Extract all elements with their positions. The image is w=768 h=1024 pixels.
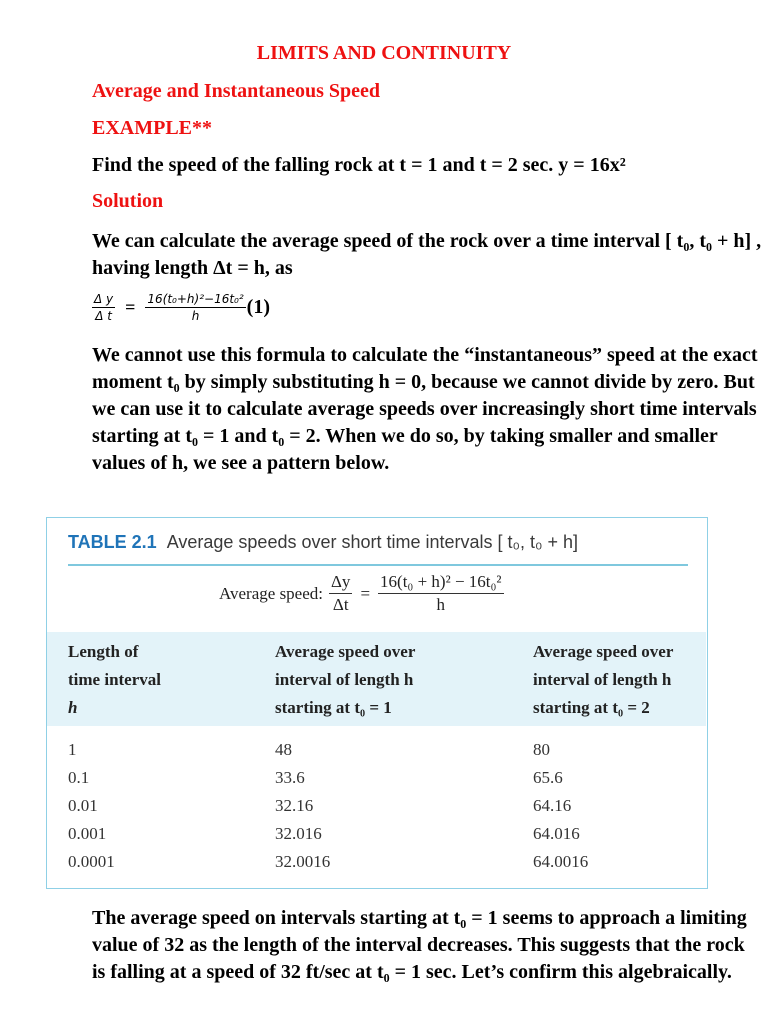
- avg-lhs-fraction: [329, 572, 352, 615]
- column-header-speed-t1: Average speed over interval of length h starting at t₀ = 1: [275, 642, 416, 717]
- average-speed-formula: [92, 292, 270, 323]
- table-number: TABLE 2.1: [68, 532, 157, 552]
- avg-equals: =: [360, 583, 371, 603]
- table-cell: 64.016: [533, 824, 580, 843]
- table-cell: 0.0001: [68, 852, 115, 871]
- rhs-numerator: 16(t₀+h)²−16t₀²: [147, 292, 244, 306]
- avg-delta-t: Δt: [332, 595, 349, 614]
- equation-number: (1): [246, 296, 270, 318]
- table-title: [68, 532, 578, 553]
- avg-rhs-denominator: h: [436, 595, 446, 614]
- avg-speed-label: Average speed:: [219, 583, 323, 603]
- table-cell: 32.16: [275, 796, 314, 815]
- table-cell: 0.001: [68, 824, 107, 843]
- equals-sign: =: [125, 297, 136, 317]
- table-average-speeds: [46, 517, 708, 889]
- table-cell: 33.6: [275, 768, 305, 787]
- rhs-fraction: [145, 292, 245, 323]
- problem-statement: Find the speed of the falling rock at t = 1 and t = 2 sec. y = 16x²: [92, 154, 626, 176]
- column-header-speed-t2: Average speed over interval of length h starting at t₀ = 2: [533, 642, 674, 717]
- column-header-length: Length of time interval h: [68, 642, 161, 717]
- table-cell: 32.016: [275, 824, 322, 843]
- paragraph-conclusion: The average speed on intervals starting at t₀ = 1 seems to approach a limiting value of 32 as the length of the interval decreases. This suggests that the rock is falling at a speed of 32 ft/sec at t₀ = 1 sec. Let’s confirm this algebraically.: [92, 907, 747, 983]
- table-cell: 1: [68, 740, 77, 759]
- avg-rhs-fraction: [378, 572, 504, 615]
- table-formula: [219, 572, 504, 615]
- table-cell: 0.1: [68, 768, 90, 787]
- table-cell: 80: [533, 740, 550, 759]
- table-cell: 64.16: [533, 796, 572, 815]
- delta-fraction: [92, 292, 115, 323]
- table-cell: 32.0016: [275, 852, 331, 871]
- page-title: LIMITS AND CONTINUITY: [256, 42, 512, 64]
- table-caption: Average speeds over short time intervals [ t₀, t₀ + h]: [166, 532, 579, 552]
- rhs-denominator: h: [191, 309, 200, 323]
- paragraph-explanation: We cannot use this formula to calculate the “instantaneous” speed at the exact moment t₀ by simply substituting h = 0, because we cannot divide by zero. But we can use it to calculate average speeds over increasingly short time intervals starting at t₀ = 1 and t₀ = 2. When we do so, by taking smaller and smaller values of h, we see a pattern below.: [92, 344, 758, 474]
- table-divider: [68, 564, 688, 566]
- delta-t: Δ t: [95, 309, 112, 323]
- avg-rhs-numerator: 16(t₀ + h)² − 16t₀²: [378, 572, 504, 594]
- table-cell: 0.01: [68, 796, 98, 815]
- example-label: EXAMPLE**: [92, 117, 212, 139]
- table-cell: 48: [275, 740, 292, 759]
- delta-y: Δ y: [94, 292, 114, 306]
- paragraph-intro: We can calculate the average speed of the rock over a time interval [ t₀, t₀ + h] , having length Δt = h, as: [92, 230, 762, 279]
- section-heading: Average and Instantaneous Speed: [92, 80, 380, 102]
- table-cell: 64.0016: [533, 852, 589, 871]
- solution-label: Solution: [92, 190, 164, 212]
- avg-delta-y: Δy: [329, 572, 352, 594]
- table-cell: 65.6: [533, 768, 563, 787]
